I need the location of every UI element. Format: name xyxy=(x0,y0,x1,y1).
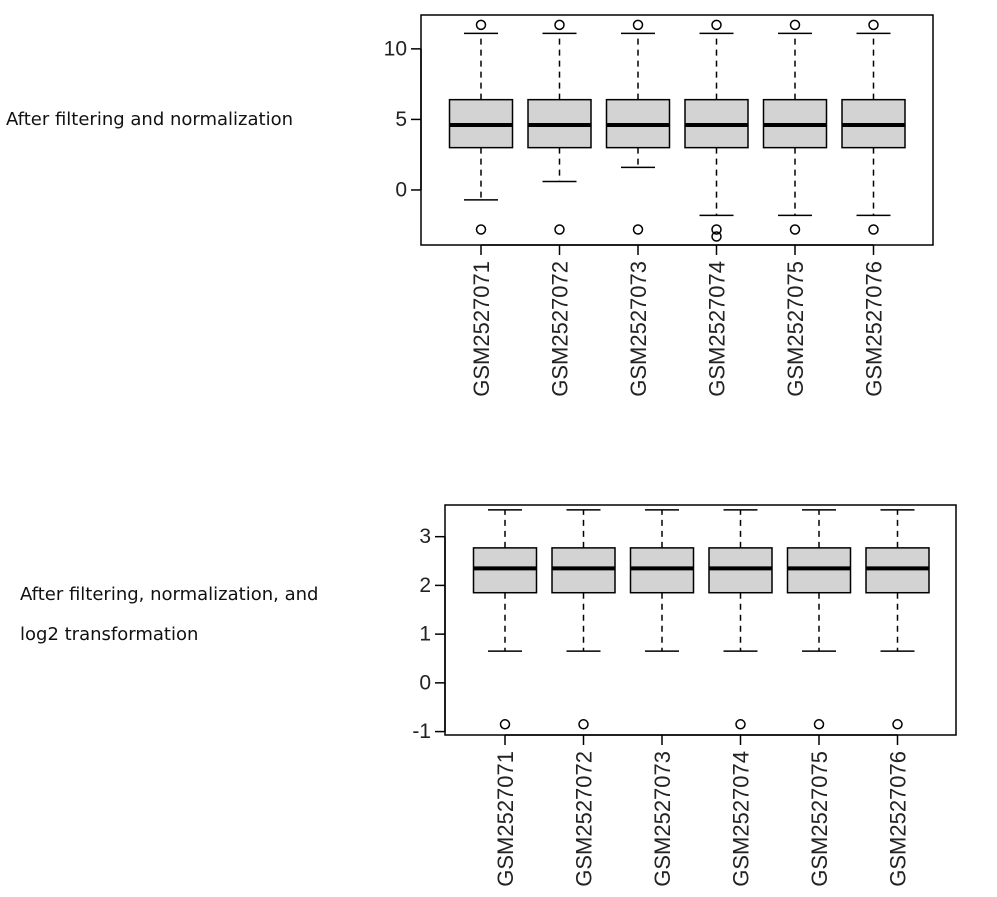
outlier-point xyxy=(869,225,878,234)
plot-frame xyxy=(445,505,956,735)
x-category-label: GSM2527072 xyxy=(547,261,573,397)
y-tick-label: 0 xyxy=(395,178,407,202)
panel-top-label-text: After filtering and normalization xyxy=(6,109,293,130)
outlier-point xyxy=(791,20,800,29)
x-category-label: GSM2527073 xyxy=(626,261,651,397)
y-tick-label: -1 xyxy=(412,720,431,744)
y-tick-label: 0 xyxy=(419,671,431,695)
boxplot-bottom xyxy=(0,460,997,890)
outlier-point xyxy=(501,720,510,729)
outlier-point xyxy=(555,225,564,234)
outlier-point xyxy=(815,720,824,729)
panel-bottom-label-line1: After filtering, normalization, and xyxy=(20,584,319,605)
y-tick-label: 2 xyxy=(419,573,431,597)
boxplot-top xyxy=(0,0,997,400)
outlier-point xyxy=(634,20,643,29)
y-tick-label: 3 xyxy=(419,525,431,549)
outlier-point xyxy=(555,20,564,29)
outlier-point xyxy=(893,720,902,729)
x-category-label: GSM2527075 xyxy=(807,751,832,887)
outlier-point xyxy=(477,225,486,234)
y-tick-label: 1 xyxy=(419,622,431,646)
x-category-label: GSM2527076 xyxy=(861,261,887,397)
outlier-point xyxy=(477,20,486,29)
outlier-point xyxy=(712,20,721,29)
y-tick-label: 10 xyxy=(383,37,407,61)
outlier-point xyxy=(579,720,588,729)
y-tick-label: 5 xyxy=(395,107,407,131)
x-category-label: GSM2527074 xyxy=(728,751,754,887)
x-category-label: GSM2527074 xyxy=(704,261,730,397)
outlier-point xyxy=(634,225,643,234)
x-category-label: GSM2527076 xyxy=(885,751,911,887)
panel-bottom-label-line2: log2 transformation xyxy=(20,624,199,645)
x-category-label: GSM2527075 xyxy=(783,261,808,397)
x-category-label: GSM2527073 xyxy=(650,751,675,887)
outlier-point xyxy=(791,225,800,234)
x-category-label: GSM2527072 xyxy=(571,751,597,887)
outlier-point xyxy=(736,720,745,729)
x-category-label: GSM2527071 xyxy=(493,751,518,887)
outlier-point xyxy=(869,20,878,29)
x-category-label: GSM2527071 xyxy=(469,261,494,397)
